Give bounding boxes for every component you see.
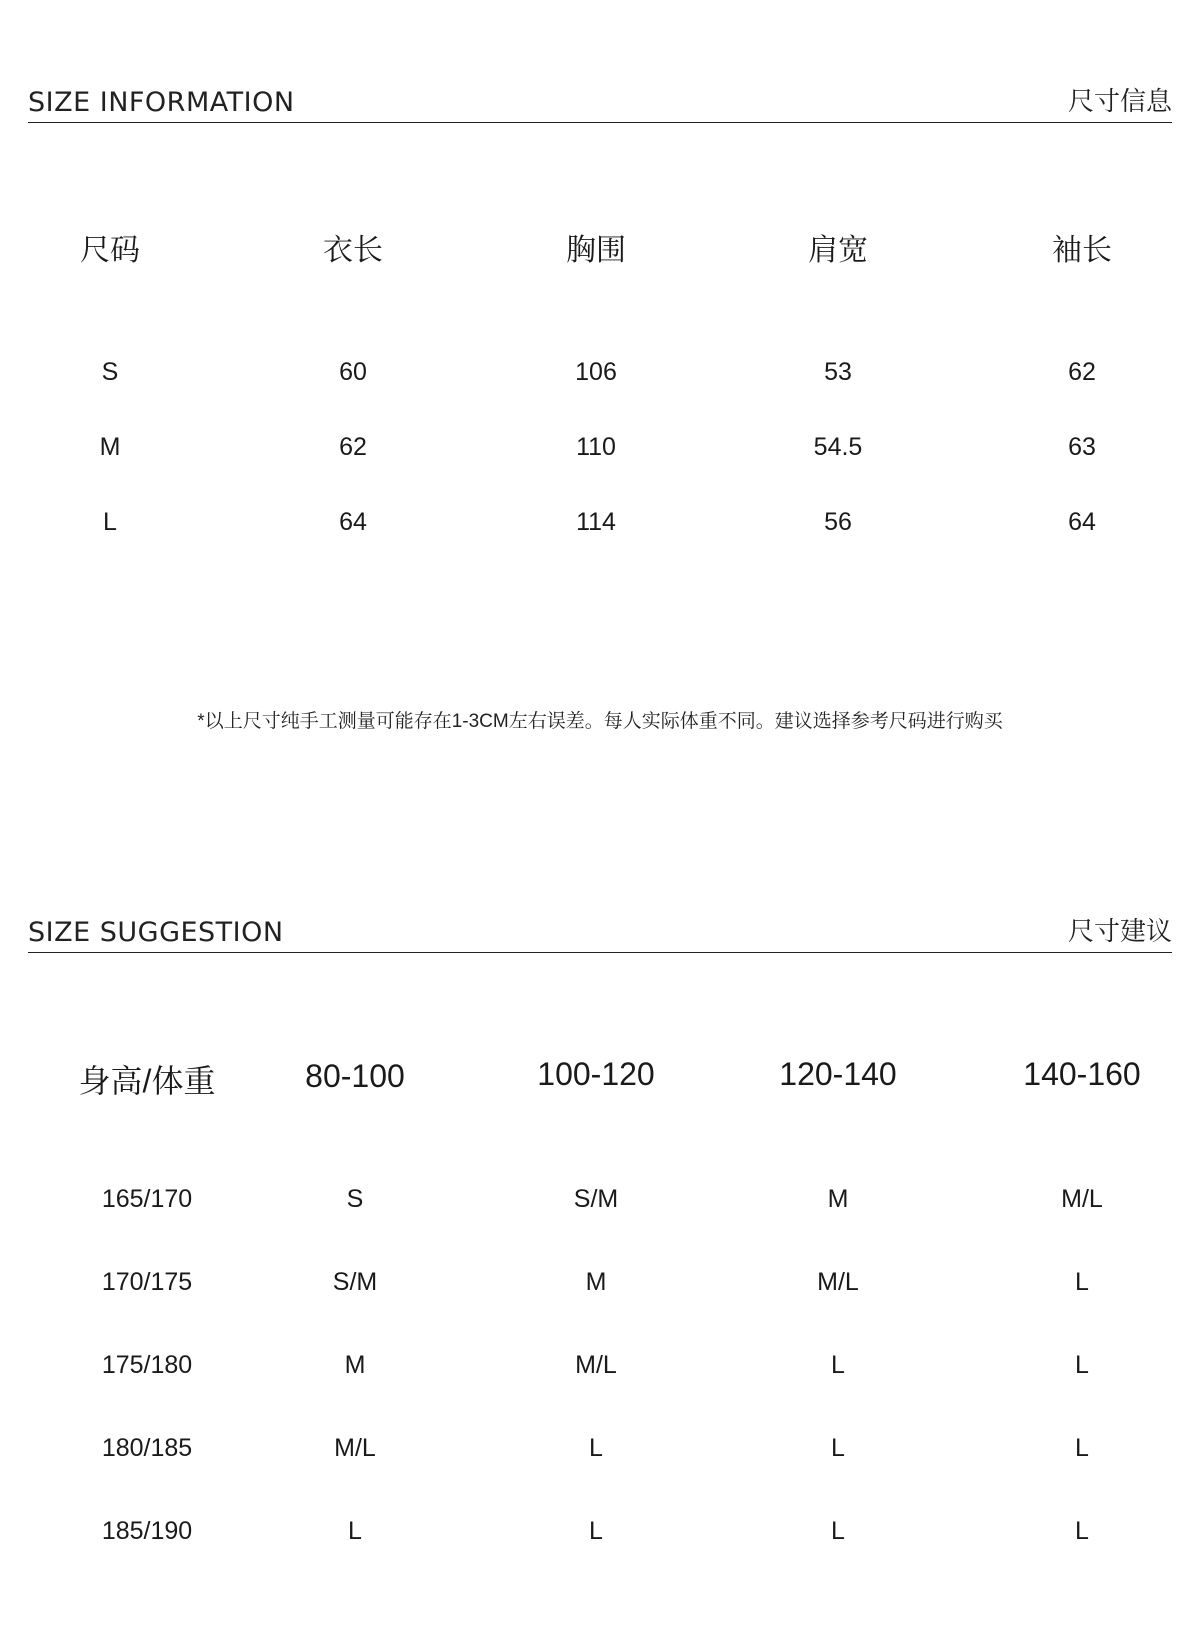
size-suggestion-header-weight-3: 120-140 bbox=[779, 1056, 897, 1092]
table-cell: L bbox=[589, 1434, 603, 1462]
table-cell: 114 bbox=[576, 508, 616, 536]
size-info-header-shoulder: 肩宽 bbox=[808, 234, 868, 267]
table-cell: S/M bbox=[573, 1185, 619, 1213]
size-suggestion-header-height-weight: 身高/体重 bbox=[78, 1063, 216, 1099]
table-cell: 60 bbox=[339, 358, 367, 386]
table-cell: 180/185 bbox=[101, 1434, 193, 1462]
size-information-title: SIZE INFORMATION bbox=[28, 87, 295, 118]
size-info-header-size: 尺码 bbox=[80, 234, 140, 267]
size-info-header-chest: 胸围 bbox=[566, 234, 626, 267]
table-cell: L bbox=[1075, 1517, 1089, 1545]
size-suggestion-title-cn: 尺寸建议 bbox=[1067, 917, 1172, 947]
table-cell: S bbox=[101, 358, 119, 386]
table-cell: L bbox=[831, 1434, 845, 1462]
table-cell: M/L bbox=[575, 1351, 617, 1379]
table-cell: M/L bbox=[1061, 1185, 1103, 1213]
table-cell: 106 bbox=[575, 358, 617, 386]
table-cell: L bbox=[1075, 1268, 1089, 1296]
size-suggestion-title: SIZE SUGGESTION bbox=[28, 917, 284, 948]
table-cell: 110 bbox=[576, 433, 616, 461]
size-information-title-cn: 尺寸信息 bbox=[1067, 87, 1172, 117]
table-cell: 53 bbox=[824, 358, 852, 386]
table-cell: 62 bbox=[339, 433, 367, 461]
measurement-note: *以上尺寸纯手工测量可能存在1-3CM左右误差。每人实际体重不同。建议选择参考尺码进行购买 bbox=[197, 711, 1003, 732]
table-cell: M/L bbox=[817, 1268, 859, 1296]
table-cell: M bbox=[585, 1268, 607, 1296]
table-cell: 165/170 bbox=[101, 1185, 193, 1213]
size-suggestion-header-weight-2: 100-120 bbox=[537, 1056, 655, 1092]
table-cell: L bbox=[831, 1351, 845, 1379]
table-cell: L bbox=[348, 1517, 362, 1545]
table-cell: L bbox=[103, 508, 117, 536]
table-cell: S bbox=[346, 1185, 364, 1213]
table-cell: 175/180 bbox=[101, 1351, 193, 1379]
table-cell: M/L bbox=[334, 1434, 376, 1462]
table-cell: L bbox=[831, 1517, 845, 1545]
table-cell: 54.5 bbox=[813, 433, 863, 461]
table-cell: L bbox=[589, 1517, 603, 1545]
size-information-header bbox=[28, 87, 1172, 123]
table-cell: 170/175 bbox=[101, 1268, 193, 1296]
table-cell: 62 bbox=[1068, 358, 1096, 386]
table-cell: M bbox=[99, 433, 121, 461]
table-cell: 64 bbox=[339, 508, 367, 536]
table-cell: S/M bbox=[332, 1268, 378, 1296]
table-cell: M bbox=[827, 1185, 849, 1213]
size-suggestion-header-weight-1: 80-100 bbox=[305, 1058, 405, 1094]
table-cell: L bbox=[1075, 1351, 1089, 1379]
size-info-header-length: 衣长 bbox=[323, 234, 383, 267]
table-cell: M bbox=[344, 1351, 366, 1379]
size-suggestion-header-weight-4: 140-160 bbox=[1023, 1056, 1141, 1092]
table-cell: 185/190 bbox=[101, 1517, 193, 1545]
table-cell: 56 bbox=[824, 508, 852, 536]
size-suggestion-header bbox=[28, 917, 1172, 953]
table-cell: L bbox=[1075, 1434, 1089, 1462]
size-info-header-sleeve: 袖长 bbox=[1052, 234, 1112, 267]
table-cell: 64 bbox=[1068, 508, 1096, 536]
table-cell: 63 bbox=[1068, 433, 1096, 461]
